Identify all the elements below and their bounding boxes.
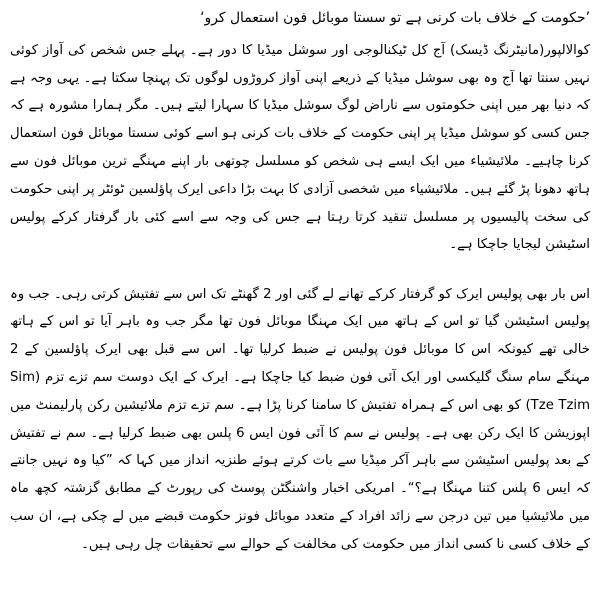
headline: ’حکومت کے خلاف بات کرنی ہے تو سستا موبائل فون استعمال کرو‘ xyxy=(200,10,590,26)
article-paragraph-2: اس بار بھی پولیس ایرک کو گرفتار کرکے تھانے لے گئی اور 2 گھنٹے تک اس سے تفتیش کرتی رہی۔ جب وہ پولیس اسٹیشن گیا تو اس کے ہاتھ میں ایک مہنگا موبائل فون تھا مگر جب وہ باہر آیا تو اس کے ہاتھ خالی تھے کیونکہ اس کا موبائل فون پولیس نے ضبط کرلیا تھا۔ اس سے قبل بھی ایرک پاؤلسین کے 2 مہنگے سام سنگ گلیکسی اور ایک آئی فون ضبط کیا جاچکا ہے۔ ایرک کے ایک دوست سم تزے تزم (Sim Tze Tzim) کو بھی اس کے ہمراہ تفتیش کا سامنا کرنا پڑا ہے۔ سم تزے تزم ملائیشین رکن پارلیمنٹ میں اپوزیشن کا ایک رکن بھی ہے۔ پولیس نے سم کا آئی فون ایس 6 پلس بھی ضبط کرلیا ہے۔ سم نے تفتیش کے بعد پولیس اسٹیشن سے باہر آکر میڈیا سے بات کرتے ہوئے طنزیہ انداز میں کہا کہ ”کیا وہ نہیں جانتے کہ ایس 6 پلس کتنا مہنگا ہے؟“۔ امریکی اخبار واشنگٹن پوسٹ کی رپورٹ کے مطابق گزشتہ کچھ ماہ میں ملائیشیا میں تین درجن سے زائد افراد کے متعدد موبائل فونز حکومت قبضے میں لے چکی ہے، ان سب کے خلاف کسی نا کسی انداز میں حکومت کی مخالفت کے حوالے سے تحقیقات چل رہی ہیں۔ xyxy=(10,286,590,552)
article-body xyxy=(10,4,590,559)
article-paragraph-1: کوالالپور(مانیٹرنگ ڈیسک) آج کل ٹیکنالوجی اور سوشل میڈیا کا دور ہے۔ پہلے جس شخص کی آواز کوئی نہیں سنتا تھا آج وہ بھی سوشل میڈیا کے ذریعے اپنی آواز کروڑوں لوگوں تک پہنچا سکتا ہے۔ یہی وجہ ہے کہ دنیا بھر میں اپنی حکومتوں سے ناراض لوگ سوشل میڈیا کا سہارا لیتے ہیں۔ مگر ہمارا مشورہ ہے کہ جس کسی کو سوشل میڈیا پر اپنی حکومت کے خلاف بات کرنی ہو اسے کوئی سستا موبائل فون استعمال کرنا چاہیے۔ ملائیشیاء میں ایک ایسے ہی شخص کو مسلسل چوتھی بار اپنے مہنگے ترین موبائل فون سے ہاتھ دھونا پڑ گئے ہیں۔ ملائیشیاء میں شخصی آزادی کا بہت بڑا داعی ایرک پاؤلسین ٹوئٹر پر اپنی حکومت کی سخت پالیسیوں پر مسلسل تنقید کرتا رہتا ہے جس کی وجہ سے اسے کئی بار گرفتار کرکے پولیس اسٹیشن لیجایا جاچکا ہے۔ xyxy=(10,42,590,253)
